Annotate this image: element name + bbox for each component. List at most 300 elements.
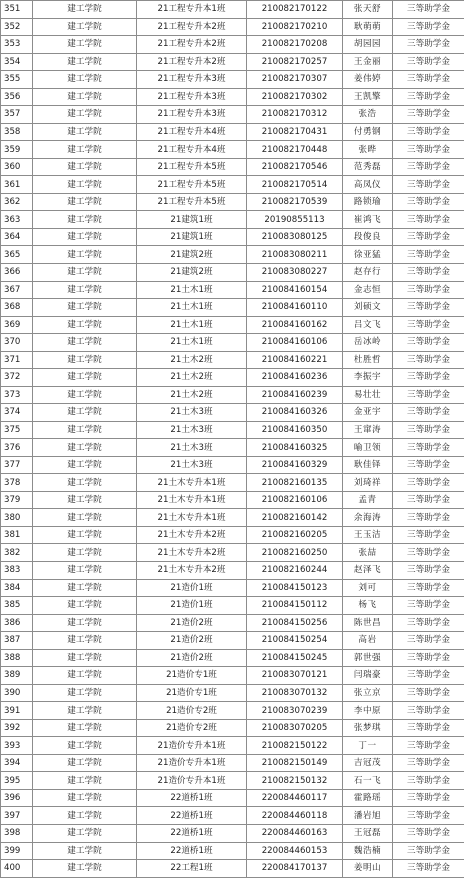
- row-number-cell: 383: [1, 562, 33, 580]
- student-id-cell: 210082160205: [247, 526, 343, 544]
- class-cell: 21造价1班: [137, 597, 247, 615]
- student-name-cell: 金志恒: [343, 281, 393, 299]
- table-row: [1, 719, 464, 737]
- table-row: [1, 299, 464, 317]
- award-cell: 三等助学金: [393, 334, 464, 352]
- student-id-cell: 210082160135: [247, 474, 343, 492]
- college-cell: 建工学院: [33, 36, 137, 54]
- row-number-cell: 385: [1, 597, 33, 615]
- college-cell: 建工学院: [33, 141, 137, 159]
- row-number-cell: 363: [1, 211, 33, 229]
- class-cell: 21工程专升本5班: [137, 176, 247, 194]
- row-number-cell: 375: [1, 421, 33, 439]
- student-id-cell: 210084150254: [247, 632, 343, 650]
- student-name-cell: 姜明山: [343, 860, 393, 878]
- row-number-cell: 394: [1, 754, 33, 772]
- college-cell: 建工学院: [33, 193, 137, 211]
- college-cell: 建工学院: [33, 421, 137, 439]
- class-cell: 21工程专升本3班: [137, 106, 247, 124]
- class-cell: 21土木专升本1班: [137, 474, 247, 492]
- row-number-cell: 353: [1, 36, 33, 54]
- student-id-cell: 210083070239: [247, 702, 343, 720]
- row-number-cell: 355: [1, 71, 33, 89]
- college-cell: 建工学院: [33, 1, 137, 19]
- college-cell: 建工学院: [33, 544, 137, 562]
- class-cell: 21造价专2班: [137, 702, 247, 720]
- table-row: [1, 842, 464, 860]
- table-row: [1, 632, 464, 650]
- student-id-cell: 210084160110: [247, 299, 343, 317]
- college-cell: 建工学院: [33, 597, 137, 615]
- class-cell: 21土木3班: [137, 439, 247, 457]
- table-row: [1, 228, 464, 246]
- student-id-cell: 210082150149: [247, 754, 343, 772]
- student-name-cell: 丁一: [343, 737, 393, 755]
- row-number-cell: 362: [1, 193, 33, 211]
- college-cell: 建工学院: [33, 369, 137, 387]
- student-id-cell: 210082170431: [247, 123, 343, 141]
- student-name-cell: 王玉洁: [343, 526, 393, 544]
- student-name-cell: 刘硕文: [343, 299, 393, 317]
- award-cell: 三等助学金: [393, 71, 464, 89]
- award-cell: 三等助学金: [393, 702, 464, 720]
- table-row: [1, 1, 464, 19]
- class-cell: 22工程1班: [137, 860, 247, 878]
- college-cell: 建工学院: [33, 579, 137, 597]
- student-name-cell: 张天舒: [343, 1, 393, 19]
- class-cell: 21建筑2班: [137, 263, 247, 281]
- award-cell: 三等助学金: [393, 228, 464, 246]
- student-id-cell: 210084160329: [247, 456, 343, 474]
- class-cell: 21造价专升本1班: [137, 754, 247, 772]
- award-cell: 三等助学金: [393, 123, 464, 141]
- award-cell: 三等助学金: [393, 667, 464, 685]
- student-id-cell: 210084160325: [247, 439, 343, 457]
- college-cell: 建工学院: [33, 772, 137, 790]
- award-cell: 三等助学金: [393, 614, 464, 632]
- student-id-cell: 210084150245: [247, 649, 343, 667]
- table-row: [1, 789, 464, 807]
- class-cell: 22道桥1班: [137, 842, 247, 860]
- row-number-cell: 352: [1, 18, 33, 36]
- class-cell: 21工程专升本5班: [137, 158, 247, 176]
- row-number-cell: 374: [1, 404, 33, 422]
- student-id-cell: 210084150112: [247, 597, 343, 615]
- student-name-cell: 高凤仪: [343, 176, 393, 194]
- row-number-cell: 354: [1, 53, 33, 71]
- table-row: [1, 53, 464, 71]
- table-row: [1, 667, 464, 685]
- student-id-cell: 210084160221: [247, 351, 343, 369]
- student-name-cell: 段俊良: [343, 228, 393, 246]
- award-cell: 三等助学金: [393, 18, 464, 36]
- class-cell: 21土木专升本2班: [137, 526, 247, 544]
- student-id-cell: 210083070205: [247, 719, 343, 737]
- student-name-cell: 孟青: [343, 491, 393, 509]
- class-cell: 21工程专升本2班: [137, 53, 247, 71]
- table-row: [1, 544, 464, 562]
- college-cell: 建工学院: [33, 299, 137, 317]
- award-cell: 三等助学金: [393, 684, 464, 702]
- class-cell: 21土木2班: [137, 351, 247, 369]
- college-cell: 建工学院: [33, 228, 137, 246]
- class-cell: 21土木专升本2班: [137, 562, 247, 580]
- row-number-cell: 378: [1, 474, 33, 492]
- college-cell: 建工学院: [33, 176, 137, 194]
- table-row: [1, 491, 464, 509]
- row-number-cell: 367: [1, 281, 33, 299]
- award-cell: 三等助学金: [393, 316, 464, 334]
- row-number-cell: 399: [1, 842, 33, 860]
- student-name-cell: 姜伟婷: [343, 71, 393, 89]
- college-cell: 建工学院: [33, 754, 137, 772]
- college-cell: 建工学院: [33, 18, 137, 36]
- row-number-cell: 381: [1, 526, 33, 544]
- student-id-cell: 210084160106: [247, 334, 343, 352]
- college-cell: 建工学院: [33, 860, 137, 878]
- row-number-cell: 395: [1, 772, 33, 790]
- college-cell: 建工学院: [33, 632, 137, 650]
- student-id-cell: 210082170257: [247, 53, 343, 71]
- student-name-cell: 王凯擎: [343, 88, 393, 106]
- student-name-cell: 魏浩楠: [343, 842, 393, 860]
- table-row: [1, 316, 464, 334]
- award-cell: 三等助学金: [393, 88, 464, 106]
- student-name-cell: 刘可: [343, 579, 393, 597]
- college-cell: 建工学院: [33, 526, 137, 544]
- table-row: [1, 404, 464, 422]
- student-name-cell: 杨飞: [343, 597, 393, 615]
- student-id-cell: 210082170546: [247, 158, 343, 176]
- row-number-cell: 389: [1, 667, 33, 685]
- college-cell: 建工学院: [33, 649, 137, 667]
- student-id-cell: 210082160142: [247, 509, 343, 527]
- table-row: [1, 141, 464, 159]
- college-cell: 建工学院: [33, 667, 137, 685]
- college-cell: 建工学院: [33, 246, 137, 264]
- table-row: [1, 702, 464, 720]
- college-cell: 建工学院: [33, 509, 137, 527]
- student-id-cell: 220084460117: [247, 789, 343, 807]
- award-cell: 三等助学金: [393, 649, 464, 667]
- student-id-cell: 210083070121: [247, 667, 343, 685]
- college-cell: 建工学院: [33, 263, 137, 281]
- row-number-cell: 372: [1, 369, 33, 387]
- row-number-cell: 396: [1, 789, 33, 807]
- table-row: [1, 123, 464, 141]
- college-cell: 建工学院: [33, 123, 137, 141]
- student-id-cell: 210082170210: [247, 18, 343, 36]
- student-name-cell: 耿萌萌: [343, 18, 393, 36]
- table-row: [1, 807, 464, 825]
- college-cell: 建工学院: [33, 719, 137, 737]
- class-cell: 21造价2班: [137, 632, 247, 650]
- award-cell: 三等助学金: [393, 579, 464, 597]
- class-cell: 21造价专升本1班: [137, 772, 247, 790]
- row-number-cell: 368: [1, 299, 33, 317]
- college-cell: 建工学院: [33, 614, 137, 632]
- award-cell: 三等助学金: [393, 509, 464, 527]
- college-cell: 建工学院: [33, 386, 137, 404]
- student-id-cell: 20190855113: [247, 211, 343, 229]
- row-number-cell: 373: [1, 386, 33, 404]
- award-cell: 三等助学金: [393, 474, 464, 492]
- student-name-cell: 高岩: [343, 632, 393, 650]
- student-id-cell: 210083080125: [247, 228, 343, 246]
- row-number-cell: 358: [1, 123, 33, 141]
- table-row: [1, 106, 464, 124]
- student-id-cell: 210083070132: [247, 684, 343, 702]
- award-cell: 三等助学金: [393, 263, 464, 281]
- student-id-cell: 220084460118: [247, 807, 343, 825]
- table-row: [1, 562, 464, 580]
- college-cell: 建工学院: [33, 106, 137, 124]
- award-cell: 三等助学金: [393, 842, 464, 860]
- award-cell: 三等助学金: [393, 351, 464, 369]
- class-cell: 21土木1班: [137, 316, 247, 334]
- student-id-cell: 210082170448: [247, 141, 343, 159]
- class-cell: 21土木2班: [137, 369, 247, 387]
- row-number-cell: 376: [1, 439, 33, 457]
- class-cell: 22道桥1班: [137, 807, 247, 825]
- award-cell: 三等助学金: [393, 1, 464, 19]
- award-cell: 三等助学金: [393, 141, 464, 159]
- table-row: [1, 860, 464, 878]
- row-number-cell: 391: [1, 702, 33, 720]
- class-cell: 21土木3班: [137, 404, 247, 422]
- student-name-cell: 张梦琪: [343, 719, 393, 737]
- award-cell: 三等助学金: [393, 404, 464, 422]
- student-id-cell: 210084160236: [247, 369, 343, 387]
- class-cell: 22道桥1班: [137, 824, 247, 842]
- college-cell: 建工学院: [33, 807, 137, 825]
- student-name-cell: 霍路瑶: [343, 789, 393, 807]
- college-cell: 建工学院: [33, 316, 137, 334]
- student-name-cell: 赵泽飞: [343, 562, 393, 580]
- award-cell: 三等助学金: [393, 526, 464, 544]
- row-number-cell: 366: [1, 263, 33, 281]
- student-id-cell: 210082150132: [247, 772, 343, 790]
- table-row: [1, 614, 464, 632]
- class-cell: 21建筑1班: [137, 228, 247, 246]
- row-number-cell: 359: [1, 141, 33, 159]
- student-name-cell: 耿佳铎: [343, 456, 393, 474]
- college-cell: 建工学院: [33, 211, 137, 229]
- student-name-cell: 李振宇: [343, 369, 393, 387]
- award-cell: 三等助学金: [393, 807, 464, 825]
- table-row: [1, 176, 464, 194]
- student-name-cell: 张喆: [343, 544, 393, 562]
- student-name-cell: 刘琦祥: [343, 474, 393, 492]
- award-cell: 三等助学金: [393, 544, 464, 562]
- college-cell: 建工学院: [33, 351, 137, 369]
- row-number-cell: 390: [1, 684, 33, 702]
- class-cell: 21土木3班: [137, 421, 247, 439]
- student-name-cell: 路锁瑜: [343, 193, 393, 211]
- student-name-cell: 陈世昌: [343, 614, 393, 632]
- award-cell: 三等助学金: [393, 824, 464, 842]
- row-number-cell: 386: [1, 614, 33, 632]
- college-cell: 建工学院: [33, 824, 137, 842]
- table-row: [1, 263, 464, 281]
- row-number-cell: 380: [1, 509, 33, 527]
- student-id-cell: 210084160239: [247, 386, 343, 404]
- college-cell: 建工学院: [33, 158, 137, 176]
- student-name-cell: 王冠磊: [343, 824, 393, 842]
- student-name-cell: 徐亚猛: [343, 246, 393, 264]
- row-number-cell: 379: [1, 491, 33, 509]
- table-row: [1, 526, 464, 544]
- student-name-cell: 金亚宇: [343, 404, 393, 422]
- college-cell: 建工学院: [33, 789, 137, 807]
- class-cell: 21土木2班: [137, 386, 247, 404]
- college-cell: 建工学院: [33, 702, 137, 720]
- class-cell: 21工程专升本5班: [137, 193, 247, 211]
- college-cell: 建工学院: [33, 737, 137, 755]
- student-name-cell: 付勇钢: [343, 123, 393, 141]
- college-cell: 建工学院: [33, 88, 137, 106]
- class-cell: 21工程专升本2班: [137, 18, 247, 36]
- student-name-cell: 易壮壮: [343, 386, 393, 404]
- award-cell: 三等助学金: [393, 597, 464, 615]
- table-row: [1, 456, 464, 474]
- student-id-cell: 210082170307: [247, 71, 343, 89]
- class-cell: 21工程专升本3班: [137, 71, 247, 89]
- class-cell: 21工程专升本3班: [137, 88, 247, 106]
- table-row: [1, 439, 464, 457]
- student-id-cell: 220084460163: [247, 824, 343, 842]
- class-cell: 21工程专升本4班: [137, 141, 247, 159]
- award-cell: 三等助学金: [393, 211, 464, 229]
- award-cell: 三等助学金: [393, 754, 464, 772]
- award-cell: 三等助学金: [393, 491, 464, 509]
- class-cell: 21造价专升本1班: [137, 737, 247, 755]
- student-id-cell: 220084170137: [247, 860, 343, 878]
- college-cell: 建工学院: [33, 334, 137, 352]
- row-number-cell: 351: [1, 1, 33, 19]
- student-id-cell: 210082170302: [247, 88, 343, 106]
- student-name-cell: 王窜涛: [343, 421, 393, 439]
- student-id-cell: 210082170312: [247, 106, 343, 124]
- award-cell: 三等助学金: [393, 299, 464, 317]
- college-cell: 建工学院: [33, 562, 137, 580]
- student-id-cell: 210082150122: [247, 737, 343, 755]
- award-cell: 三等助学金: [393, 369, 464, 387]
- college-cell: 建工学院: [33, 404, 137, 422]
- award-cell: 三等助学金: [393, 36, 464, 54]
- award-cell: 三等助学金: [393, 860, 464, 878]
- award-cell: 三等助学金: [393, 632, 464, 650]
- student-id-cell: 210082170539: [247, 193, 343, 211]
- class-cell: 21土木3班: [137, 456, 247, 474]
- student-name-cell: 张晔: [343, 141, 393, 159]
- student-id-cell: 210082160250: [247, 544, 343, 562]
- student-id-cell: 210082170514: [247, 176, 343, 194]
- student-id-cell: 210083080211: [247, 246, 343, 264]
- row-number-cell: 361: [1, 176, 33, 194]
- row-number-cell: 397: [1, 807, 33, 825]
- row-number-cell: 400: [1, 860, 33, 878]
- student-id-cell: 210084160162: [247, 316, 343, 334]
- row-number-cell: 370: [1, 334, 33, 352]
- student-id-cell: 220084460153: [247, 842, 343, 860]
- table-row: [1, 211, 464, 229]
- class-cell: 22道桥1班: [137, 789, 247, 807]
- student-id-cell: 210082160106: [247, 491, 343, 509]
- student-name-cell: 张浩: [343, 106, 393, 124]
- award-cell: 三等助学金: [393, 158, 464, 176]
- student-name-cell: 李中原: [343, 702, 393, 720]
- college-cell: 建工学院: [33, 842, 137, 860]
- table-row: [1, 474, 464, 492]
- student-name-cell: 崔鸿飞: [343, 211, 393, 229]
- row-number-cell: 382: [1, 544, 33, 562]
- award-cell: 三等助学金: [393, 193, 464, 211]
- table-row: [1, 88, 464, 106]
- class-cell: 21工程专升本4班: [137, 123, 247, 141]
- student-id-cell: 210084160350: [247, 421, 343, 439]
- row-number-cell: 356: [1, 88, 33, 106]
- row-number-cell: 365: [1, 246, 33, 264]
- class-cell: 21工程专升本1班: [137, 1, 247, 19]
- award-cell: 三等助学金: [393, 246, 464, 264]
- class-cell: 21造价专1班: [137, 667, 247, 685]
- table-row: [1, 158, 464, 176]
- student-name-cell: 喻卫领: [343, 439, 393, 457]
- table-row: [1, 421, 464, 439]
- college-cell: 建工学院: [33, 474, 137, 492]
- table-row: [1, 737, 464, 755]
- table-row: [1, 754, 464, 772]
- college-cell: 建工学院: [33, 491, 137, 509]
- class-cell: 21土木1班: [137, 299, 247, 317]
- student-name-cell: 郭世强: [343, 649, 393, 667]
- student-name-cell: 闫瑞豪: [343, 667, 393, 685]
- award-cell: 三等助学金: [393, 176, 464, 194]
- college-cell: 建工学院: [33, 456, 137, 474]
- student-name-cell: 石一飞: [343, 772, 393, 790]
- row-number-cell: 387: [1, 632, 33, 650]
- row-number-cell: 398: [1, 824, 33, 842]
- award-cell: 三等助学金: [393, 456, 464, 474]
- student-name-cell: 吕文飞: [343, 316, 393, 334]
- student-name-cell: 范秀磊: [343, 158, 393, 176]
- row-number-cell: 388: [1, 649, 33, 667]
- class-cell: 21造价2班: [137, 614, 247, 632]
- student-name-cell: 余海涛: [343, 509, 393, 527]
- student-name-cell: 潘岩旭: [343, 807, 393, 825]
- class-cell: 21造价专1班: [137, 684, 247, 702]
- row-number-cell: 393: [1, 737, 33, 755]
- class-cell: 21造价专2班: [137, 719, 247, 737]
- student-id-cell: 210084160154: [247, 281, 343, 299]
- award-cell: 三等助学金: [393, 439, 464, 457]
- table-row: [1, 649, 464, 667]
- award-cell: 三等助学金: [393, 281, 464, 299]
- table-row: [1, 193, 464, 211]
- student-id-cell: 210083080227: [247, 263, 343, 281]
- award-cell: 三等助学金: [393, 737, 464, 755]
- student-id-cell: 210082160244: [247, 562, 343, 580]
- class-cell: 21建筑2班: [137, 246, 247, 264]
- college-cell: 建工学院: [33, 53, 137, 71]
- student-name-cell: 赵存行: [343, 263, 393, 281]
- award-cell: 三等助学金: [393, 789, 464, 807]
- table-row: [1, 597, 464, 615]
- class-cell: 21土木专升本1班: [137, 509, 247, 527]
- student-name-cell: 杜胜哲: [343, 351, 393, 369]
- college-cell: 建工学院: [33, 439, 137, 457]
